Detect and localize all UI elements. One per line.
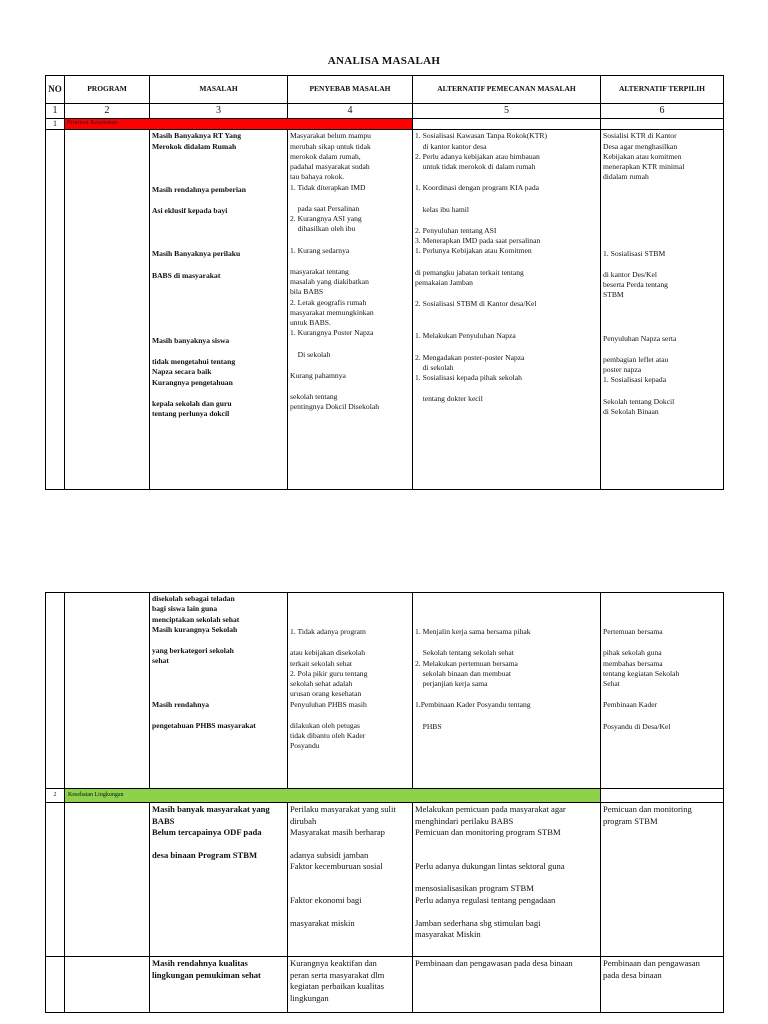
cell-line: pengetahuan PHBS masyarakat	[152, 720, 256, 730]
cell-line	[603, 259, 721, 270]
header-row	[46, 76, 724, 104]
cell-line: 2. Sosialisasi STBM di Kantor desa/Kel	[415, 299, 537, 309]
cell-line: Kurangnya keaktifan dan	[290, 958, 377, 968]
cell-line: 1. Perlunya Kebijakan atau Komitmen	[415, 246, 532, 256]
cell-line	[152, 216, 285, 227]
cell-line	[415, 616, 598, 627]
cell-line: Masih Banyaknya RT Yang	[152, 131, 241, 141]
table-row	[46, 957, 724, 1013]
cell-line: 2. Mengadakan poster-poster Napza	[415, 352, 525, 362]
col-number: 6	[601, 104, 724, 119]
cell-line: pembagian leflet atau	[603, 354, 669, 364]
cell-line	[290, 339, 410, 350]
cell-line: Desa agar menghasilkan	[603, 141, 678, 151]
col-number: 4	[288, 104, 413, 119]
cell-line: Kebijakan atau komitmen	[603, 151, 682, 161]
cell-line: dilakukan oleh petugas	[290, 720, 361, 730]
empty-cell	[65, 803, 150, 957]
cell-line: 1. Sosialisasi kepada	[603, 375, 667, 385]
cell-line: mensosialisasikan program STBM	[415, 883, 534, 894]
cell-line: di Sekolah Binaan	[603, 406, 659, 416]
cell-line	[415, 850, 598, 861]
cell-line: untuk tidak merokok di dalam rumah	[415, 162, 536, 172]
cell-line: 1. Menjalin kerja sama bersama pihak	[415, 627, 531, 636]
column-number-row	[46, 104, 724, 119]
cell-line	[152, 388, 285, 399]
cell-line	[290, 637, 410, 648]
cell-line: PHBS	[415, 721, 442, 731]
cell-line	[290, 839, 410, 850]
cell-line: menerapkan KTR minimal	[603, 162, 685, 172]
cell-line: tau bahaya rokok.	[290, 172, 345, 182]
cell-line: Sosialisi KTR di Kantor	[603, 131, 677, 141]
cell-line	[152, 894, 285, 905]
col-number: 2	[65, 104, 150, 119]
cell-line: 2. Letak geografis rumah	[290, 297, 367, 307]
cell-line: Pembinaan dan pengawasan pada desa binaan	[415, 958, 573, 968]
cell-line: Pembinaan Kader	[603, 700, 658, 710]
cell-line: di kantor kantor desa	[415, 141, 487, 151]
cell-line	[415, 288, 598, 299]
alternatif-cell	[413, 130, 601, 490]
cell-line: Kurang pahamnya	[290, 370, 346, 380]
cell-line: di pemangku jabatan terkait tentang	[415, 267, 524, 277]
cell-line: 1. Melakukan Penyuluhan Napza	[415, 331, 516, 341]
cell-line: Penyuluhan Napza serta	[603, 333, 677, 343]
cell-line	[152, 152, 285, 163]
program-label-bar: Promosi Kesehatan	[65, 118, 413, 130]
cell-line: Pertemuan bersama	[603, 627, 663, 636]
cell-line	[603, 301, 721, 312]
cell-line	[152, 227, 285, 238]
cell-line: 2. Penyuluhan tentang ASI	[415, 225, 497, 235]
empty-cell	[601, 118, 724, 130]
cell-line: desa binaan Program STBM	[152, 849, 258, 860]
cell-line	[152, 635, 285, 646]
cell-line	[603, 238, 721, 249]
cell-line: tidak dibantu oleh Kader	[290, 731, 366, 740]
alternatif-cell	[413, 957, 601, 1013]
cell-line: STBM	[603, 290, 624, 300]
masalah-cell	[150, 593, 288, 789]
cell-line	[290, 616, 410, 627]
cell-line: Kurangnya pengetahuan	[152, 377, 233, 387]
cell-line: Perlu adanya dukungan lintas sektoral guna	[415, 860, 565, 871]
cell-line: pentingnya Dokcil Disekolah	[290, 402, 379, 412]
cell-line: sekolah tentang	[290, 392, 338, 402]
cell-line: kepala sekolah dan guru	[152, 398, 232, 408]
cell-line	[415, 907, 598, 918]
cell-line: bila BABS	[290, 287, 324, 297]
cell-line: Napza secara baik	[152, 367, 212, 377]
cell-line: Masyarakat masih berharap	[290, 827, 385, 838]
cell-line: pada saat Persalinan	[290, 203, 360, 213]
cell-line: Pemicuan dan monitoring	[603, 804, 692, 814]
empty-cell	[65, 130, 150, 490]
cell-line	[152, 346, 285, 357]
cell-line: atau kebijakan disekolah	[290, 648, 366, 658]
cell-line: masalah yang diakibatkan	[290, 277, 369, 287]
terpilih-cell	[601, 803, 724, 957]
cell-line: BABS di masyarakat	[152, 270, 221, 280]
cell-line: Masih kurangnya Sekolah	[152, 624, 238, 634]
empty-cell	[46, 593, 65, 789]
cell-line: tentang dokter kecil	[415, 394, 483, 404]
cell-line: Asi eklusif kepada bayi	[152, 206, 228, 216]
cell-line: BABS	[152, 815, 175, 826]
cell-line	[290, 193, 410, 204]
cell-line: merokok dalam rumah,	[290, 151, 361, 161]
cell-line	[415, 637, 598, 648]
cell-line	[152, 861, 285, 872]
cell-line: dihasilkan oleh ibu	[290, 224, 356, 234]
cell-line	[603, 743, 721, 754]
empty-cell	[413, 118, 601, 130]
cell-line	[415, 215, 598, 226]
cell-line	[603, 637, 721, 648]
cell-line	[152, 667, 285, 678]
cell-line: kelas ibu hamil	[415, 204, 469, 214]
cell-line	[603, 616, 721, 627]
cell-line: sekolah binaan dan membuat	[415, 668, 511, 678]
cell-line	[152, 325, 285, 336]
cell-line: didalam rumah	[603, 172, 649, 182]
cell-line	[415, 342, 598, 353]
cell-line	[603, 323, 721, 334]
cell-line	[603, 227, 721, 238]
cell-line: program STBM	[603, 815, 658, 826]
cell-line	[415, 194, 598, 205]
header-program: PROGRAM	[65, 76, 150, 104]
cell-line: sehat	[152, 656, 169, 666]
analysis-table-page2	[45, 592, 724, 1013]
cell-line	[152, 260, 285, 271]
table-row	[46, 593, 724, 789]
page-title: ANALISA MASALAH	[327, 55, 441, 67]
program-row-kesling	[46, 789, 724, 803]
cell-line	[603, 216, 721, 227]
cell-line	[290, 594, 410, 605]
cell-line: 1. Tidak adanya program	[290, 627, 366, 636]
cell-line	[152, 678, 285, 689]
cell-line: Posyandu	[290, 741, 320, 751]
cell-line	[603, 594, 721, 605]
col-number: 1	[46, 104, 65, 119]
cell-line: 1. Tidak diterapkan IMD	[290, 182, 366, 192]
header-masalah: MASALAH	[150, 76, 288, 104]
cell-line: Di sekolah	[290, 349, 331, 359]
cell-line: 1.Pembinaan Kader Posyandu tentang	[415, 700, 531, 710]
cell-line: lingkungan pemukiman sehat	[152, 969, 261, 980]
cell-line	[603, 194, 721, 205]
cell-line	[603, 605, 721, 616]
masalah-cell	[150, 803, 288, 957]
cell-line	[290, 907, 410, 918]
cell-line: 1. Sosialisasi STBM	[603, 248, 666, 258]
cell-line: bagi siswa lain guna	[152, 604, 218, 614]
cell-line: Faktor ekonomi bagi	[290, 894, 362, 905]
cell-line	[415, 309, 598, 320]
cell-line	[152, 742, 285, 753]
cell-line	[290, 884, 410, 895]
cell-line	[415, 605, 598, 616]
cell-line	[152, 281, 285, 292]
cell-line	[603, 205, 721, 216]
cell-line: Melakukan pemicuan pada masyarakat agar	[415, 804, 566, 814]
cell-line: Pemicuan dan monitoring program STBM	[415, 827, 561, 838]
cell-line	[415, 732, 598, 743]
cell-line: Masih rendahnya pemberian	[152, 184, 246, 194]
program-label-bar: Kesehatan Lingkungan	[65, 789, 601, 803]
cell-line	[415, 743, 598, 754]
cell-line: 1. Koordinasi dengan program KIA pada	[415, 183, 539, 193]
cell-line: membahas bersama	[603, 658, 663, 668]
cell-line: Masih Banyaknya perilaku	[152, 249, 241, 259]
cell-line: poster napza	[603, 365, 642, 375]
cell-line	[290, 381, 410, 392]
cell-line: dirubah	[290, 815, 317, 826]
cell-line: di sekolah	[415, 362, 454, 372]
col-number: 3	[150, 104, 288, 119]
penyebab-cell	[288, 803, 413, 957]
cell-line	[152, 710, 285, 721]
program-row-promosi	[46, 118, 724, 130]
col-number: 5	[413, 104, 601, 119]
cell-line	[415, 839, 598, 850]
header-penyebab: PENYEBAB MASALAH	[288, 76, 413, 104]
cell-line: Pembinaan dan pengawasan	[603, 958, 700, 968]
cell-line: disekolah sebagai teladan	[152, 594, 235, 603]
table-row	[46, 803, 724, 957]
cell-line	[603, 689, 721, 700]
cell-line: di kantor Des/Kel	[603, 269, 657, 279]
cell-line: 1. Sosialisasi kepada pihak sekolah	[415, 373, 522, 383]
cell-line: yang berkategori sekolah	[152, 646, 234, 655]
cell-line: Posyandu di Desa/Kel	[603, 721, 671, 731]
penyebab-cell	[288, 593, 413, 789]
cell-line: lingkungan	[290, 992, 329, 1003]
terpilih-cell	[601, 957, 724, 1013]
cell-line	[152, 303, 285, 314]
cell-line: tentang perlunya dokcil	[152, 409, 230, 419]
cell-line: kegiatan perbaikan kualitas	[290, 981, 385, 992]
header-alternatif: ALTERNATIF PEMECANAN MASALAH	[413, 76, 601, 104]
cell-line: 2. Kurangnya ASI yang	[290, 214, 362, 224]
cell-line: Perlu adanya regulasi tentang pengadaan	[415, 894, 556, 905]
cell-line	[415, 872, 598, 883]
cell-line	[290, 235, 410, 246]
cell-line	[152, 195, 285, 206]
cell-line	[152, 916, 285, 927]
cell-line: tentang kegiatan Sekolah	[603, 668, 680, 678]
header-no: NO	[46, 76, 65, 104]
cell-line: Faktor kecemburuan sosial	[290, 861, 383, 872]
header-terpilih: ALTERNATIF TERPILIH	[601, 76, 724, 104]
cell-line	[415, 257, 598, 268]
cell-line	[603, 711, 721, 722]
cell-line	[152, 238, 285, 249]
cell-line	[152, 292, 285, 303]
cell-line	[152, 163, 285, 174]
cell-line	[152, 174, 285, 185]
cell-line: terkait sekolah sehat	[290, 658, 352, 668]
cell-line	[603, 344, 721, 355]
cell-line: 2. Perlu adanya kebijakan atau himbauan	[415, 151, 540, 161]
cell-line: 1. Kurangnya Poster Napza	[290, 328, 374, 338]
cell-line: 2. Melakukan pertemuan bersama	[415, 658, 518, 668]
cell-line	[415, 383, 598, 394]
cell-line: merubah sikap untuk tidak	[290, 141, 371, 151]
cell-line: untuk BABS.	[290, 318, 331, 328]
cell-line	[152, 731, 285, 742]
cell-line	[152, 689, 285, 700]
cell-line: sekolah sehat adalah	[290, 679, 353, 688]
cell-line: adanya subsidi jamban	[290, 849, 369, 860]
cell-line	[290, 710, 410, 721]
empty-cell	[46, 803, 65, 957]
cell-line: padahal masyarakat sudah	[290, 162, 370, 172]
cell-line: Sekolah tentang Dokcil	[603, 396, 675, 406]
cell-line	[603, 183, 721, 194]
analysis-table-page1	[45, 75, 724, 490]
terpilih-cell	[601, 593, 724, 789]
cell-line: masyarakat Miskin	[415, 929, 481, 940]
cell-line	[290, 873, 410, 884]
cell-line: pemakaian Jamban	[415, 277, 473, 287]
cell-line: masyarakat memungkinkan	[290, 307, 374, 317]
cell-line: 3. Menerapkan IMD pada saat persalinan	[415, 236, 541, 246]
cell-line: Penyuluhan PHBS masih	[290, 699, 367, 709]
cell-line	[290, 605, 410, 616]
cell-line: Masih banyaknya siswa	[152, 335, 230, 345]
cell-line: pihak sekolah guna	[603, 648, 662, 658]
cell-line: Masih rendahnya kualitas	[152, 958, 248, 968]
table-row	[46, 130, 724, 490]
alternatif-cell	[413, 593, 601, 789]
cell-line: urusan orang kesehatan	[290, 689, 362, 699]
cell-line: Belum tercapainya ODF pada	[152, 827, 262, 838]
cell-line: 2. Pola pikir guru tentang	[290, 668, 368, 678]
cell-line: Masyarakat belum mampu	[290, 131, 371, 141]
cell-line: Merokok didalam Rumah	[152, 141, 237, 151]
empty-cell	[65, 593, 150, 789]
empty-cell	[46, 130, 65, 490]
cell-line: Sekolah tentang sekolah sehat	[415, 648, 514, 658]
cell-line: Sehat	[603, 679, 620, 688]
cell-line: Jamban sederhana sbg stimulan bagi	[415, 917, 541, 928]
cell-line: Masih rendahnya	[152, 699, 210, 709]
cell-line: menciptakan sekolah sehat	[152, 614, 240, 624]
cell-line: 1. Sosialisasi Kawasan Tanpa Rokok(KTR)	[415, 131, 547, 141]
penyebab-cell	[288, 130, 413, 490]
cell-line	[290, 256, 410, 267]
cell-line: masyarakat tentang	[290, 266, 349, 276]
cell-line	[603, 312, 721, 323]
cell-line	[152, 872, 285, 883]
cell-line: perjanjian kerja sama	[415, 679, 488, 688]
cell-line: Masih banyak masyarakat yang	[152, 804, 270, 814]
cell-line	[415, 711, 598, 722]
masalah-cell	[150, 957, 288, 1013]
cell-line	[415, 689, 598, 700]
cell-line	[152, 905, 285, 916]
cell-line	[152, 314, 285, 325]
masalah-cell	[150, 130, 288, 490]
cell-line: beserta Perda tentang	[603, 280, 668, 290]
penyebab-cell	[288, 957, 413, 1013]
cell-line: pada desa binaan	[603, 969, 662, 980]
cell-line: Perilaku masyarakat yang sulit	[290, 804, 396, 814]
cell-line: masyarakat miskin	[290, 917, 355, 928]
cell-line: tidak mengetahui tentang	[152, 357, 236, 367]
cell-line	[152, 883, 285, 894]
cell-line	[290, 360, 410, 371]
cell-line	[603, 386, 721, 397]
cell-line	[415, 172, 598, 183]
empty-cell	[46, 957, 65, 1013]
cell-line	[603, 732, 721, 743]
row-number: 2	[46, 789, 65, 803]
row-number: 1	[46, 118, 65, 130]
cell-line	[415, 320, 598, 331]
cell-line	[415, 594, 598, 605]
empty-cell	[601, 789, 724, 803]
alternatif-cell	[413, 803, 601, 957]
empty-cell	[65, 957, 150, 1013]
cell-line	[152, 839, 285, 850]
cell-line	[415, 405, 598, 416]
terpilih-cell	[601, 130, 724, 490]
cell-line: 1. Kurang sedarnya	[290, 245, 350, 255]
cell-line: peran serta masyarakat dlm	[290, 969, 385, 980]
cell-line: menghindari perilaku BABS	[415, 815, 514, 826]
